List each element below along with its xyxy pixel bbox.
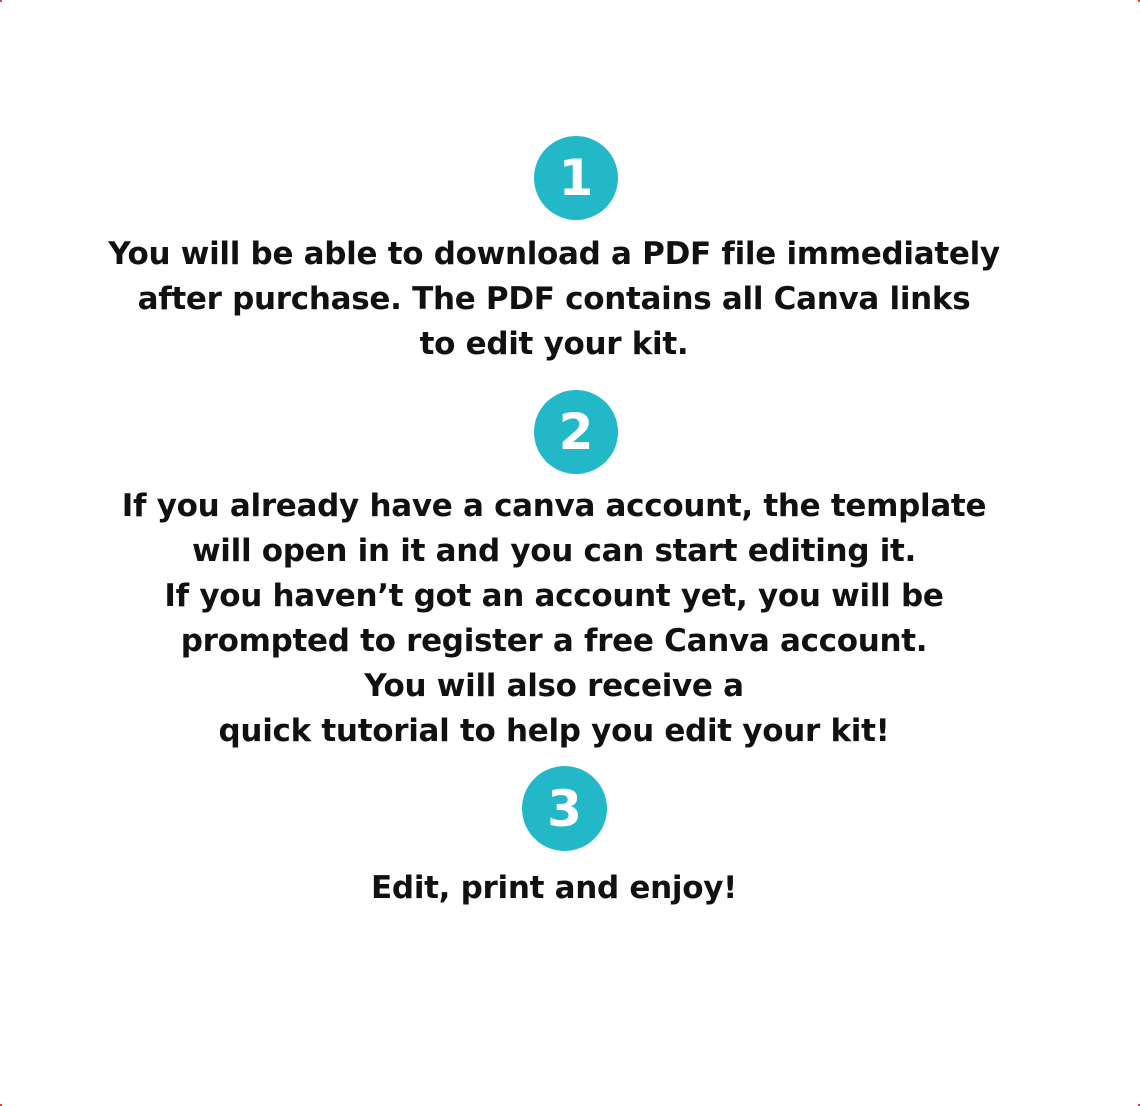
step-2-description bbox=[0, 484, 1124, 754]
step-3-line: Edit, print and enjoy! bbox=[371, 870, 737, 906]
step-2-number-badge bbox=[534, 390, 618, 474]
step-1-number-badge bbox=[534, 136, 618, 220]
step-1-line: after purchase. The PDF contains all Canva links bbox=[137, 281, 971, 317]
step-1-description bbox=[0, 232, 1124, 367]
step-2-line: If you already have a canva account, the template bbox=[121, 488, 987, 524]
step-1-line: You will be able to download a PDF file immediately bbox=[108, 236, 1000, 272]
step-2-line: prompted to register a free Canva account. bbox=[180, 623, 928, 659]
step-3-number: 3 bbox=[547, 779, 582, 838]
step-1-line: to edit your kit. bbox=[419, 326, 689, 362]
step-2-number: 2 bbox=[558, 403, 594, 461]
corner-mark-top-left bbox=[0, 0, 2, 2]
step-1-number: 1 bbox=[558, 149, 594, 207]
step-2-line: You will also receive a bbox=[364, 668, 744, 704]
step-3-description bbox=[0, 866, 1124, 911]
step-2-line: will open in it and you can start editing it. bbox=[191, 533, 917, 569]
step-2-line: If you haven’t got an account yet, you will be bbox=[164, 578, 944, 614]
step-2-line: quick tutorial to help you edit your kit! bbox=[218, 713, 890, 749]
step-3-number-badge bbox=[522, 766, 607, 851]
